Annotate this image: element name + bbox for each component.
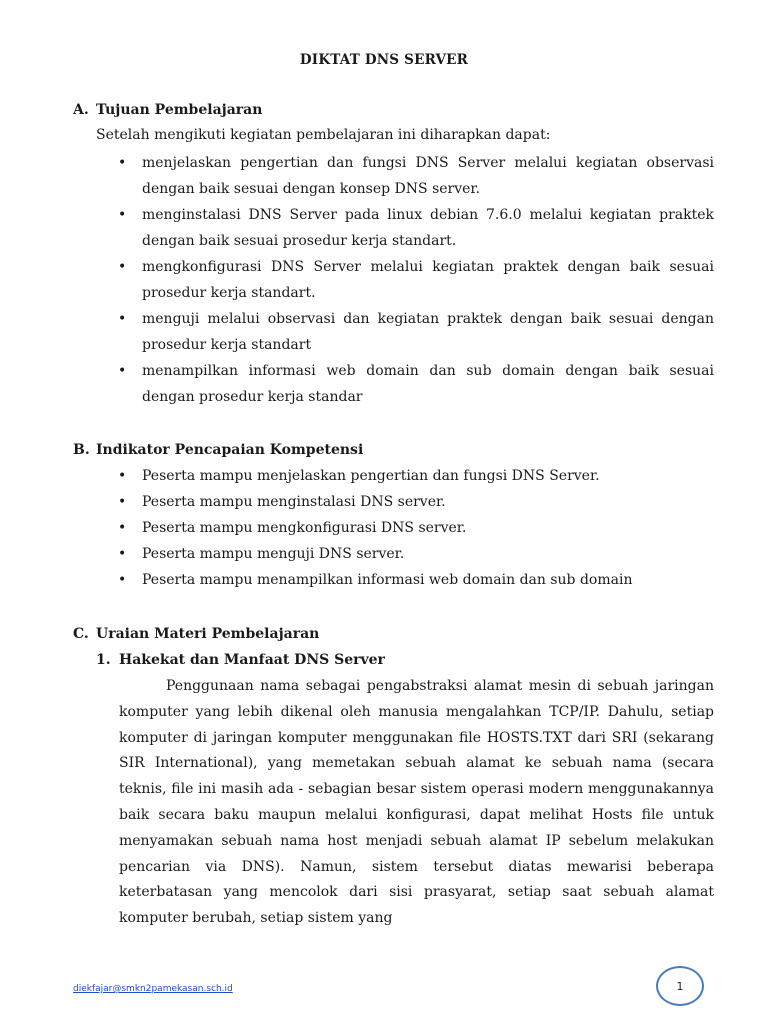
list-item: • mengkonfigurasi DNS Server melalui kegiatan praktek dengan baik sesuai prosedur kerja standart. <box>96 254 714 306</box>
section-a-title: Tujuan Pembelajaran <box>96 102 263 118</box>
section-a-intro: Setelah mengikuti kegiatan pembelajaran ini diharapkan dapat: <box>96 127 551 143</box>
document-title: DIKTAT DNS SERVER <box>299 52 469 68</box>
list-item: • Peserta mampu menjelaskan pengertian dan fungsi DNS Server. <box>96 463 714 489</box>
page-number: 1 <box>676 979 684 993</box>
section-c-title: Uraian Materi Pembelajaran <box>96 626 320 642</box>
section-b-list <box>96 463 714 593</box>
list-item: • Peserta mampu menguji DNS server. <box>96 541 714 567</box>
section-b-letter: B. <box>73 442 90 458</box>
section-a-heading <box>73 102 262 118</box>
section-a-list <box>96 150 714 410</box>
section-a-letter: A. <box>73 102 89 118</box>
section-b-heading <box>73 442 363 458</box>
section-c-heading <box>73 626 319 642</box>
list-item: • Peserta mampu mengkonfigurasi DNS server. <box>96 515 714 541</box>
list-item: • menampilkan informasi web domain dan sub domain dengan baik sesuai dengan prosedur kerja standar <box>96 358 714 410</box>
subsection-1-number: 1. <box>96 652 111 668</box>
subsection-1-title: Hakekat dan Manfaat DNS Server <box>119 652 385 668</box>
body-paragraph: Penggunaan nama sebagai pengabstraksi alamat mesin di sebuah jaringan komputer yang lebih dikenal oleh manusia mengalahkan TCP/IP. Dahulu, setiap komputer di jaringan komputer menggunakan file HOSTS.TXT dari SRI (sekarang SIR International), yang memetakan sebuah alamat ke sebuah nama (secara teknis, file ini masih ada - sebagian besar sistem operasi modern menggunakannya baik secara baku maupun melalui konfigurasi, dapat melihat Hosts file untuk menyamakan sebuah nama host menjadi sebuah alamat IP sebelum melakukan pencarian via DNS). Namun, sistem tersebut diatas mewarisi beberapa keterbatasan yang mencolok dari sisi prasyarat, setiap saat sebuah alamat komputer berubah, setiap sistem yang <box>119 678 714 927</box>
page-number-badge <box>656 966 704 1006</box>
footer-email-link[interactable]: diekfajar@smkn2pamekasan.sch.id <box>73 984 233 994</box>
list-item: • menjelaskan pengertian dan fungsi DNS Server melalui kegiatan observasi dengan baik sesuai dengan konsep DNS server. <box>96 150 714 202</box>
list-item: • menginstalasi DNS Server pada linux debian 7.6.0 melalui kegiatan praktek dengan baik sesuai prosedur kerja standart. <box>96 202 714 254</box>
section-c-letter: C. <box>73 626 89 642</box>
list-item: • Peserta mampu menampilkan informasi web domain dan sub domain <box>96 567 714 593</box>
subsection-1-heading <box>96 652 385 668</box>
list-item: • Peserta mampu menginstalasi DNS server. <box>96 489 714 515</box>
section-b-title: Indikator Pencapaian Kompetensi <box>96 442 364 458</box>
list-item: • menguji melalui observasi dan kegiatan praktek dengan baik sesuai dengan prosedur kerja standart <box>96 306 714 358</box>
